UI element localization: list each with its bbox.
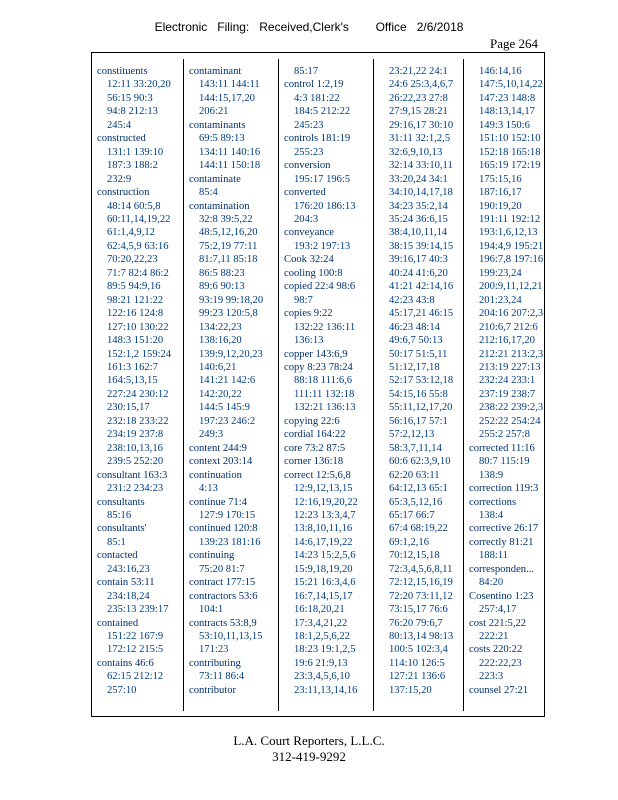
index-references: 235:13 239:17 (107, 604, 169, 616)
index-references: 252:22 254:24 (479, 415, 541, 427)
index-references: 196:7,8 197:16 (479, 254, 544, 266)
index-references: 75:20 81:7 (199, 563, 245, 575)
index-references: 45:17,21 46:15 (389, 308, 454, 320)
index-references: 56:15 90:3 (107, 92, 153, 104)
index-term: consultants (97, 496, 145, 508)
index-references: 4:13 (199, 483, 218, 495)
index-references: 193:1,6,12,13 (479, 227, 538, 239)
index-references: 142:20,22 (199, 388, 242, 400)
index-term: correctly 81:21 (469, 536, 534, 548)
index-references: 151:22 167:9 (107, 631, 164, 643)
index-references: 26:22,23 27:8 (389, 92, 448, 104)
index-references: 12:9,12,13,15 (294, 483, 353, 495)
index-references: 98:7 (294, 294, 313, 306)
index-references: 164:5,13,15 (107, 375, 158, 387)
index-term: control 1:2,19 (284, 79, 344, 91)
index-references: 132:22 136:11 (294, 321, 356, 333)
index-references: 187:16,17 (479, 187, 522, 199)
index-references: 127:9 170:15 (199, 509, 256, 521)
index-references: 194:4,9 195:21 (479, 240, 544, 252)
index-references: 111:11 132:18 (294, 388, 355, 400)
index-references: 222:22,23 (479, 657, 522, 669)
index-references: 81:7,11 85:18 (199, 254, 258, 266)
index-references: 249:3 (199, 429, 224, 441)
index-references: 60:6 62:3,9,10 (389, 456, 451, 468)
index-term: copying 22:6 (284, 415, 340, 427)
index-references: 231:2 234:23 (107, 483, 164, 495)
index-term: contain 53:11 (97, 577, 155, 589)
index-references: 19:6 21:9,13 (294, 657, 348, 669)
index-references: 255:2 257:8 (479, 429, 530, 441)
index-references: 89:5 94:9,16 (107, 281, 161, 293)
index-references: 12:11 33:20,20 (107, 79, 171, 91)
index-references: 204:3 (294, 213, 319, 225)
index-references: 257:4,17 (479, 604, 517, 616)
index-references: 62:4,5,9 63:16 (107, 240, 169, 252)
index-term: consultants' (97, 523, 147, 535)
index-references: 93:19 99:18,20 (199, 294, 264, 306)
index-references: 100:5 102:3,4 (389, 644, 448, 656)
index-references: 147:5,10,14,22 (479, 79, 543, 91)
index-term: continuing (189, 550, 235, 562)
index-references: 151:10 152:10 (479, 133, 541, 145)
index-references: 72:20 73:11,12 (389, 590, 453, 602)
index-term: corresponden... (469, 563, 535, 575)
index-term: corner 136:18 (284, 456, 344, 468)
index-term: Cosentino 1:23 (469, 590, 534, 602)
index-references: 35:24 36:6,15 (389, 213, 448, 225)
index-references: 127:21 136:6 (389, 671, 446, 683)
index-references: 237:19 238:7 (479, 388, 536, 400)
index-column-5 (469, 65, 559, 697)
index-references: 69:5 89:13 (199, 133, 245, 145)
index-references: 172:12 215:5 (107, 644, 164, 656)
index-references: 72:3,4,5,6,8,11 (389, 563, 453, 575)
index-references: 171:23 (199, 644, 229, 656)
index-term: contains 46:6 (97, 657, 154, 669)
index-term: controls 181:19 (284, 133, 351, 145)
index-term: contaminate (189, 173, 241, 185)
index-references: 99:23 120:5,8 (199, 308, 258, 320)
index-references: 232:9 (107, 173, 132, 185)
index-references: 161:3 162:7 (107, 361, 158, 373)
index-references: 131:1 139:10 (107, 146, 164, 158)
index-references: 76:20 79:6,7 (389, 617, 443, 629)
index-references: 255:23 (294, 146, 324, 158)
index-references: 206:21 (199, 106, 229, 118)
index-references: 85:1 (107, 536, 126, 548)
index-references: 69:1,2,16 (389, 536, 430, 548)
index-term: corrective 26:17 (469, 523, 539, 535)
index-term: copy 8:23 78:24 (284, 361, 353, 373)
index-references: 148:13,14,17 (479, 106, 535, 118)
index-references: 197:23 246:2 (199, 415, 256, 427)
index-references: 12:16,19,20,22 (294, 496, 358, 508)
index-references: 65:3,5,12,16 (389, 496, 443, 508)
index-references: 104:1 (199, 604, 224, 616)
index-references: 15:21 16:3,4,6 (294, 577, 356, 589)
index-table (91, 52, 545, 717)
index-references: 16:7,14,15,17 (294, 590, 353, 602)
index-references: 32:8 39:5,22 (199, 213, 253, 225)
index-references: 195:17 196:5 (294, 173, 351, 185)
index-references: 13:8,10,11,16 (294, 523, 353, 535)
index-references: 62:15 212:12 (107, 671, 164, 683)
index-references: 14:6,17,19,22 (294, 536, 353, 548)
index-references: 245:23 (294, 119, 324, 131)
index-references: 204:16 207:2,3 (479, 308, 544, 320)
index-term: correction 119:3 (469, 483, 539, 495)
index-references: 238:22 239:2,3 (479, 402, 544, 414)
index-term: conveyance (284, 227, 334, 239)
index-term: converted (284, 187, 326, 199)
index-term: context 203:14 (189, 456, 253, 468)
index-references: 165:19 172:19 (479, 160, 541, 172)
index-term: consultant 163:3 (97, 469, 168, 481)
index-references: 149:3 150:6 (479, 119, 530, 131)
index-references: 55:11,12,17,20 (389, 402, 453, 414)
index-references: 98:21 121:22 (107, 294, 164, 306)
index-references: 84:20 (479, 577, 504, 589)
index-term: continued 120:8 (189, 523, 258, 535)
index-references: 56:16,17 57:1 (389, 415, 448, 427)
footer-phone: 312-419-9292 (272, 749, 346, 764)
index-references: 234:18,24 (107, 590, 150, 602)
index-term: copper 143:6,9 (284, 348, 348, 360)
index-references: 190:19,20 (479, 200, 522, 212)
index-references: 32:6,9,10,13 (389, 146, 443, 158)
index-references: 201:23,24 (479, 294, 522, 306)
index-references: 212:16,17,20 (479, 335, 535, 347)
index-references: 70:20,22,23 (107, 254, 158, 266)
index-term: cooling 100:8 (284, 267, 343, 279)
index-references: 18:1,2,5,6,22 (294, 631, 350, 643)
index-references: 127:10 130:22 (107, 321, 169, 333)
column-divider (278, 59, 279, 711)
index-term: contaminant (189, 66, 242, 77)
index-references: 33:20,24 34:1 (389, 173, 448, 185)
index-references: 54:15,16 55:8 (389, 388, 448, 400)
index-references: 232:18 233:22 (107, 415, 169, 427)
index-references: 146:14,16 (479, 66, 522, 77)
index-references: 234:19 237:8 (107, 429, 164, 441)
index-references: 143:11 144:11 (199, 79, 260, 91)
index-term: contractors 53:6 (189, 590, 258, 602)
filing-stamp: Electronic Filing: Received,Clerk's Office 2/6/2018 (154, 20, 464, 34)
index-references: 14:23 15:2,5,6 (294, 550, 356, 562)
index-references: 136:13 (294, 335, 324, 347)
index-references: 65:17 66:7 (389, 509, 435, 521)
index-references: 152:1,2 159:24 (107, 348, 172, 360)
index-references: 23:3,4,5,6,10 (294, 671, 350, 683)
index-references: 188:11 (479, 550, 509, 562)
index-term: corrected 11:16 (469, 442, 535, 454)
index-references: 24:6 25:3,4,6,7 (389, 79, 454, 91)
index-references: 40:24 41:6,20 (389, 267, 448, 279)
index-term: contaminants (189, 119, 246, 131)
index-references: 29:16,17 30:10 (389, 119, 454, 131)
index-references: 138:16,20 (199, 335, 242, 347)
index-term: contained (97, 617, 139, 629)
index-references: 144:5 145:9 (199, 402, 250, 414)
index-references: 31:11 32:1,2,5 (389, 133, 451, 145)
index-references: 80:7 115:19 (479, 456, 530, 468)
index-references: 148:3 151:20 (107, 335, 164, 347)
index-references: 50:17 51:5,11 (389, 348, 448, 360)
index-references: 139:23 181:16 (199, 536, 261, 548)
index-references: 191:11 192:12 (479, 213, 541, 225)
index-references: 23:11,13,14,16 (294, 684, 358, 696)
index-references: 64:12,13 65:1 (389, 483, 448, 495)
index-term: contributing (189, 657, 241, 669)
index-term: conversion (284, 160, 331, 172)
index-references: 152:18 165:18 (479, 146, 541, 158)
index-term: correct 12:5,6,8 (284, 469, 351, 481)
index-references: 147:23 148:8 (479, 92, 536, 104)
index-term: continue 71:4 (189, 496, 247, 508)
index-references: 17:3,4,21,22 (294, 617, 348, 629)
index-references: 80:13,14 98:13 (389, 631, 454, 643)
index-references: 42:23 43:8 (389, 294, 435, 306)
index-term: counsel 27:21 (469, 684, 529, 696)
index-references: 16:18,20,21 (294, 604, 345, 616)
index-references: 12:23 13:3,4,7 (294, 509, 356, 521)
index-references: 51:12,17,18 (389, 361, 440, 373)
index-column-2 (189, 65, 279, 697)
index-references: 61:1,4,9,12 (107, 227, 155, 239)
index-references: 144:11 150:18 (199, 160, 261, 172)
index-term: constituents (97, 66, 148, 77)
index-references: 245:4 (107, 119, 132, 131)
footer-company: L.A. Court Reporters, L.L.C. (233, 733, 385, 748)
index-references: 213:19 227:13 (479, 361, 541, 373)
index-references: 34:10,14,17,18 (389, 187, 453, 199)
index-references: 57:2,12,13 (389, 429, 435, 441)
index-references: 137:15,20 (389, 684, 432, 696)
index-term: costs 220:22 (469, 644, 523, 656)
index-references: 15:9,18,19,20 (294, 563, 353, 575)
index-references: 70:12,15,18 (389, 550, 440, 562)
index-term: content 244:9 (189, 442, 247, 454)
index-references: 89:6 90:13 (199, 281, 245, 293)
index-term: cost 221:5,22 (469, 617, 527, 629)
index-column-4 (379, 65, 469, 697)
index-references: 41:21 42:14,16 (389, 281, 454, 293)
index-term: Cook 32:24 (284, 254, 334, 266)
index-term: constructed (97, 133, 146, 145)
index-references: 38:15 39:14,15 (389, 240, 454, 252)
index-references: 48:14 60:5,8 (107, 200, 161, 212)
index-references: 193:2 197:13 (294, 240, 351, 252)
index-term: construction (97, 187, 150, 199)
index-references: 49:6,7 50:13 (389, 335, 443, 347)
column-divider (463, 59, 464, 711)
index-references: 238:10,13,16 (107, 442, 163, 454)
index-references: 140:6,21 (199, 361, 237, 373)
index-references: 187:3 188:2 (107, 160, 158, 172)
index-references: 212:21 213:2,3 (479, 348, 544, 360)
index-column-3 (284, 65, 374, 697)
index-references: 232:24 233:1 (479, 375, 536, 387)
index-references: 223:3 (479, 671, 504, 683)
index-references: 132:21 136:13 (294, 402, 356, 414)
index-references: 75:2,19 77:11 (199, 240, 258, 252)
index-references: 138:4 (479, 509, 504, 521)
index-references: 60:11,14,19,22 (107, 213, 171, 225)
index-term: copies 9:22 (284, 308, 333, 320)
index-references: 94:8 212:13 (107, 106, 158, 118)
index-references: 88:18 111:6,6 (294, 375, 353, 387)
page-number: Page 264 (489, 36, 538, 51)
column-divider (373, 59, 374, 711)
index-references: 85:17 (294, 66, 319, 77)
index-references: 134:11 140:16 (199, 146, 261, 158)
index-references: 239:5 252:20 (107, 456, 164, 468)
index-column-1 (97, 65, 187, 697)
index-references: 23:21,22 24:1 (389, 66, 448, 77)
index-references: 222:21 (479, 631, 509, 643)
index-references: 141:21 142:6 (199, 375, 256, 387)
index-references: 85:4 (199, 187, 218, 199)
index-term: core 73:2 87:5 (284, 442, 346, 454)
column-divider (183, 59, 184, 711)
index-references: 227:24 230:12 (107, 388, 169, 400)
index-references: 184:5 212:22 (294, 106, 351, 118)
index-references: 72:12,15,16,19 (389, 577, 453, 589)
index-references: 200:9,11,12,21 (479, 281, 543, 293)
index-references: 114:10 126:5 (389, 657, 445, 669)
index-references: 122:16 124:8 (107, 308, 164, 320)
index-term: contributor (189, 684, 237, 696)
index-term: copied 22:4 98:6 (284, 281, 356, 293)
index-term: cordial 164:22 (284, 429, 346, 441)
index-term: contamination (189, 200, 250, 212)
index-references: 4:3 181:22 (294, 92, 340, 104)
index-references: 62:20 63:11 (389, 469, 440, 481)
index-references: 71:7 82:4 86:2 (107, 267, 169, 279)
index-references: 139:9,12,20,23 (199, 348, 263, 360)
index-references: 46:23 48:14 (389, 321, 440, 333)
index-references: 27:9,15 28:21 (389, 106, 448, 118)
index-references: 134:22,23 (199, 321, 242, 333)
index-references: 175:15,16 (479, 173, 522, 185)
index-references: 85:16 (107, 509, 132, 521)
index-references: 67:4 68:19,22 (389, 523, 448, 535)
index-references: 73:11 86:4 (199, 671, 245, 683)
index-references: 199:23,24 (479, 267, 522, 279)
index-term: corrections (469, 496, 517, 508)
index-term: contracts 53:8,9 (189, 617, 257, 629)
index-term: contract 177:15 (189, 577, 256, 589)
index-references: 86:5 88:23 (199, 267, 245, 279)
index-term: continuation (189, 469, 242, 481)
index-references: 210:6,7 212:6 (479, 321, 538, 333)
index-references: 38:4,10,11,14 (389, 227, 448, 239)
index-references: 53:10,11,13,15 (199, 631, 263, 643)
index-references: 144:15,17,20 (199, 92, 255, 104)
index-references: 230:15,17 (107, 402, 150, 414)
index-references: 52:17 53:12,18 (389, 375, 454, 387)
index-references: 48:5,12,16,20 (199, 227, 258, 239)
index-references: 32:14 33:10,11 (389, 160, 453, 172)
index-references: 34:23 35:2,14 (389, 200, 448, 212)
index-references: 73:15,17 76:6 (389, 604, 448, 616)
index-references: 58:3,7,11,14 (389, 442, 442, 454)
index-references: 176:20 186:13 (294, 200, 356, 212)
index-references: 18:23 19:1,2,5 (294, 644, 356, 656)
index-term: contacted (97, 550, 138, 562)
index-references: 39:16,17 40:3 (389, 254, 448, 266)
index-references: 138:9 (479, 469, 504, 481)
index-references: 243:16,23 (107, 563, 150, 575)
index-references: 257:10 (107, 684, 137, 696)
